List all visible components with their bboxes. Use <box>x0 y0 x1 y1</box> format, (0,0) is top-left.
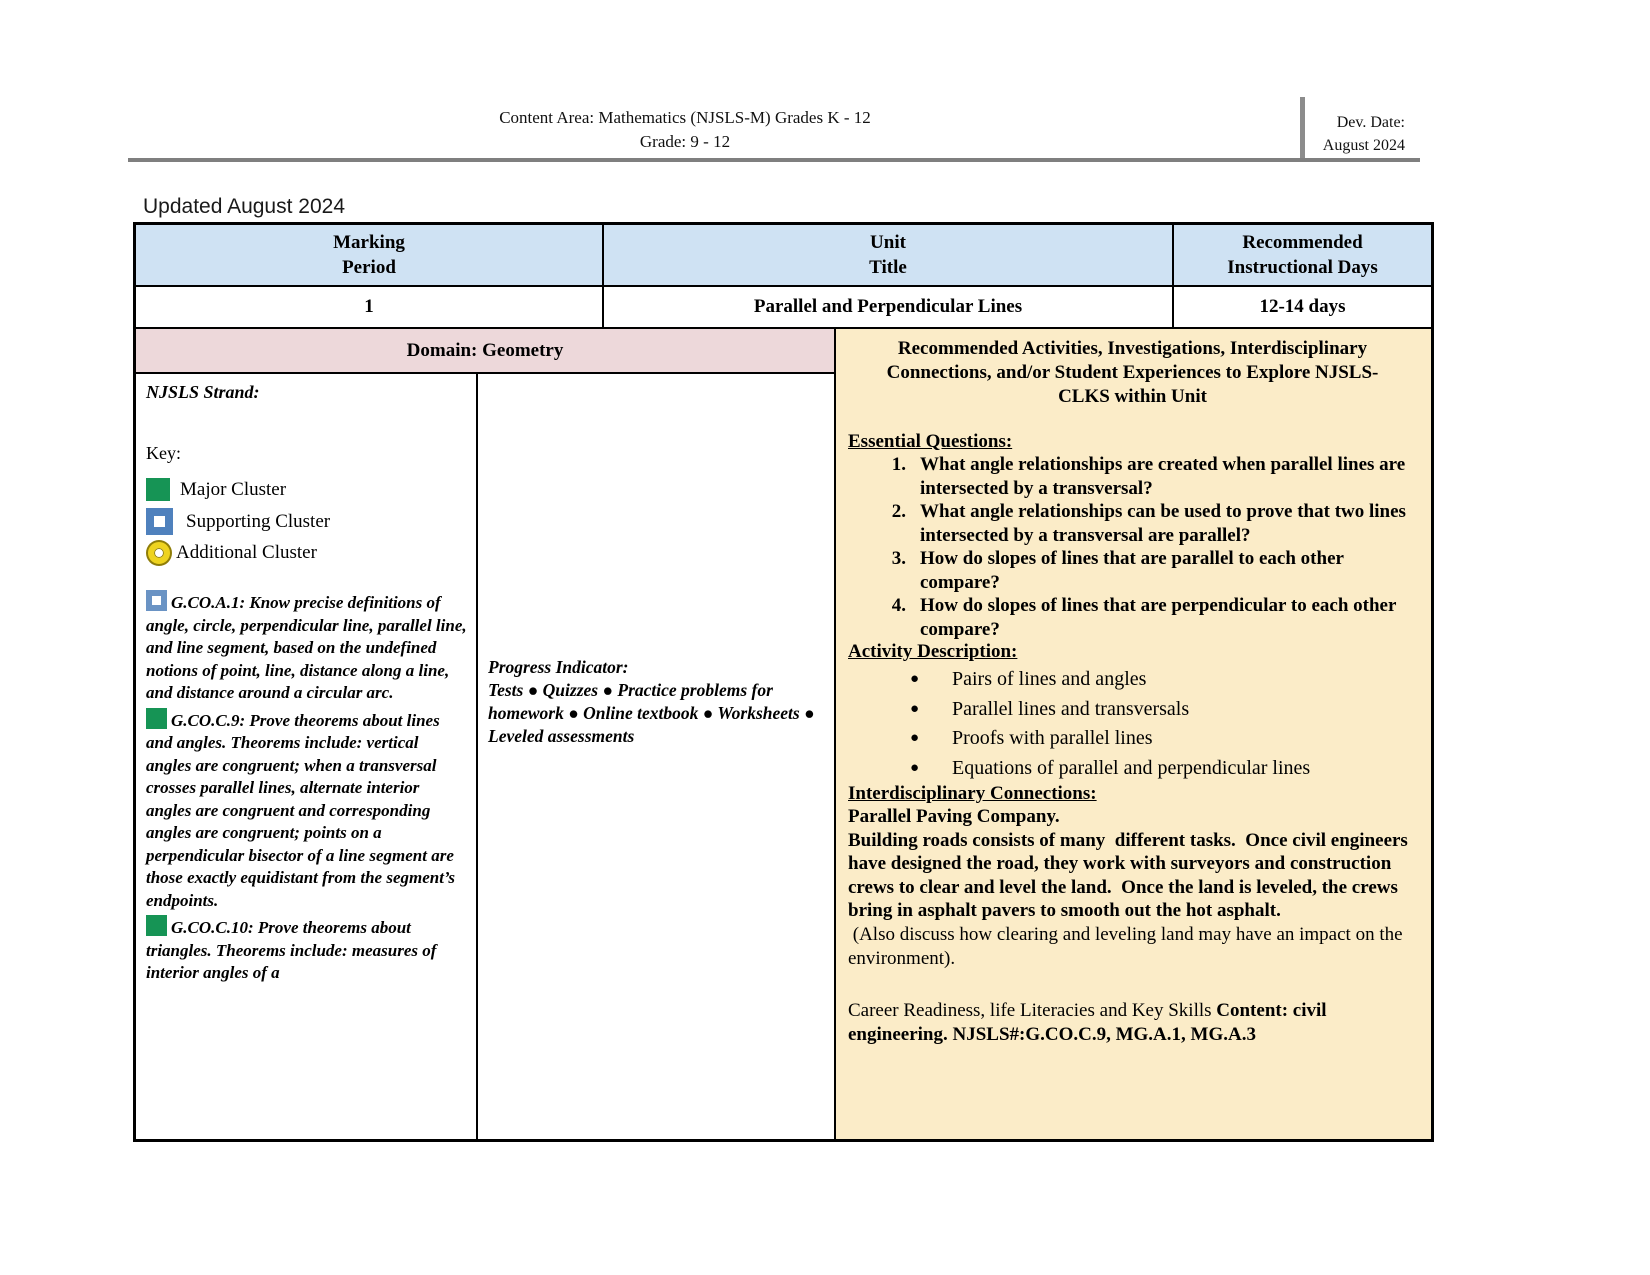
progress-text: Tests ● Quizzes ● Practice problems for homework ● Online textbook ● Worksheets ● Leveled assessments <box>488 680 815 746</box>
strand-label: NJSLS Strand: <box>146 382 260 402</box>
col-header-text: Instructional Days <box>1227 257 1378 278</box>
essential-questions-heading: Essential Questions: <box>848 431 1013 452</box>
unit-table <box>133 222 1434 1142</box>
company-name: Parallel Paving Company. <box>848 806 1060 827</box>
bullet-icon: ● <box>910 700 920 717</box>
activity-text: Proofs with parallel lines <box>952 727 1153 749</box>
legend-label: Major Cluster <box>180 478 287 500</box>
question-number: 4. <box>891 595 906 616</box>
activity-description-heading: Activity Description: <box>848 641 1018 662</box>
unit-title-value: Parallel and Perpendicular Lines <box>604 287 1172 327</box>
col-header-text: Title <box>869 257 907 278</box>
bullet-icon: ● <box>910 671 920 687</box>
bullet-icon: ● <box>910 759 920 776</box>
question-number: 1. <box>891 454 906 475</box>
progress-indicator-cell <box>478 374 834 1139</box>
col-header-marking-period <box>136 225 602 285</box>
activity-list <box>848 665 1417 783</box>
interdisciplinary-heading: Interdisciplinary Connections: <box>848 783 1097 804</box>
standard-gcoc9 <box>146 708 467 913</box>
col-header-text: Period <box>342 257 396 278</box>
njsls-strand-cell <box>136 374 476 1139</box>
key-label: Key: <box>146 443 181 463</box>
legend-item-additional <box>146 542 467 564</box>
major-cluster-icon <box>146 915 167 936</box>
cluster-legend <box>146 478 467 564</box>
instructional-days-value: 12-14 days <box>1174 287 1431 327</box>
col-header-text: Marking <box>333 232 405 253</box>
essential-questions-list <box>848 453 1417 641</box>
question-number: 2. <box>891 501 906 522</box>
question-item <box>848 547 1417 594</box>
supporting-cluster-icon <box>146 508 173 535</box>
activity-text: Parallel lines and transversals <box>952 697 1190 720</box>
activity-item <box>848 724 1417 754</box>
question-text: How do slopes of lines that are perpendicular to each other compare? <box>920 595 1397 640</box>
career-bold-text: Content: civil engineering. NJSLS#:G.CO.C.9, MG.A.1, MG.A.3 <box>848 999 1327 1045</box>
col-header-text: Recommended <box>1242 232 1363 253</box>
activity-item <box>848 754 1417 784</box>
legend-item-supporting <box>146 508 467 535</box>
standards-list <box>146 590 467 985</box>
question-item <box>848 500 1417 547</box>
activity-item <box>848 695 1417 725</box>
dev-date-value: August 2024 <box>1322 137 1405 154</box>
major-cluster-icon <box>146 708 167 729</box>
activity-text: Pairs of lines and angles <box>952 668 1147 690</box>
document-header <box>300 106 1070 154</box>
content-area-line: Content Area: Mathematics (NJSLS-M) Grades K - 12 <box>499 108 871 127</box>
grade-line: Grade: 9 - 12 <box>639 132 731 151</box>
col-header-unit-title <box>604 225 1172 285</box>
career-readiness-line <box>848 999 1417 1048</box>
question-item <box>848 594 1417 641</box>
standard-text: G.CO.C.10: Prove theorems about triangles. Theorems include: measures of interior angles of a <box>146 918 437 982</box>
domain-header: Domain: Geometry <box>136 329 834 372</box>
standard-text: G.CO.C.9: Prove theorems about lines and angles. Theorems include: vertical angles are congruent; when a transversal crosses parallel lines, alternate interior angles are congruent and corresponding angles are congruent; points on a perpendicular bisector of a line segment are those exactly equidistant from the segment’s endpoints. <box>146 710 455 910</box>
progress-label: Progress Indicator: <box>488 657 629 677</box>
dev-date-label: Dev. Date: <box>1336 114 1405 131</box>
activity-text: Equations of parallel and perpendicular lines <box>952 756 1311 779</box>
recommended-activities-cell <box>836 329 1431 1139</box>
question-number: 3. <box>891 548 906 569</box>
standard-gcoa1 <box>146 590 467 705</box>
additional-cluster-icon <box>148 542 170 564</box>
question-text: How do slopes of lines that are parallel to each other compare? <box>920 548 1344 593</box>
career-regular-text: Career Readiness, life Literacies and Key Skills <box>848 999 1217 1021</box>
legend-label: Additional Cluster <box>176 542 317 563</box>
question-text: What angle relationships can be used to prove that two lines intersected by a transversal are parallel? <box>920 501 1406 546</box>
question-text: What angle relationships are created when parallel lines are intersected by a transversal? <box>920 454 1406 499</box>
legend-label: Supporting Cluster <box>186 510 331 532</box>
col-header-text: Unit <box>870 232 906 253</box>
standard-gcoc10 <box>146 915 467 985</box>
activity-item <box>848 665 1417 695</box>
marking-period-value: 1 <box>136 287 602 327</box>
standard-text: G.CO.A.1: Know precise definitions of angle, circle, perpendicular line, parallel line, and line segment, based on the undefined notions of point, line, distance along a line, and distance around a circular arc. <box>146 593 467 702</box>
dev-date-block <box>1155 111 1405 157</box>
activities-title: Recommended Activities, Investigations, Interdisciplinary Connections, and/or Student Experiences to Explore NJSLS-CLKS within Unit <box>886 338 1379 407</box>
updated-caption: Updated August 2024 <box>143 195 346 218</box>
interdisciplinary-description: Building roads consists of many different tasks. Once civil engineers have designed the road, they work with surveyors and construction crews to clear and level the land. Once the land is leveled, the crews bring in asphalt pavers to smooth out the hot asphalt. <box>848 829 1413 921</box>
supporting-cluster-icon <box>146 590 167 611</box>
question-item <box>848 453 1417 500</box>
major-cluster-icon <box>146 478 170 501</box>
header-rule <box>128 158 1420 162</box>
legend-item-major <box>146 478 467 501</box>
bullet-icon: ● <box>910 730 920 746</box>
progress-indicator <box>488 656 826 748</box>
col-header-instructional-days <box>1174 225 1431 285</box>
environment-note: (Also discuss how clearing and leveling land may have an impact on the environment). <box>848 923 1408 969</box>
